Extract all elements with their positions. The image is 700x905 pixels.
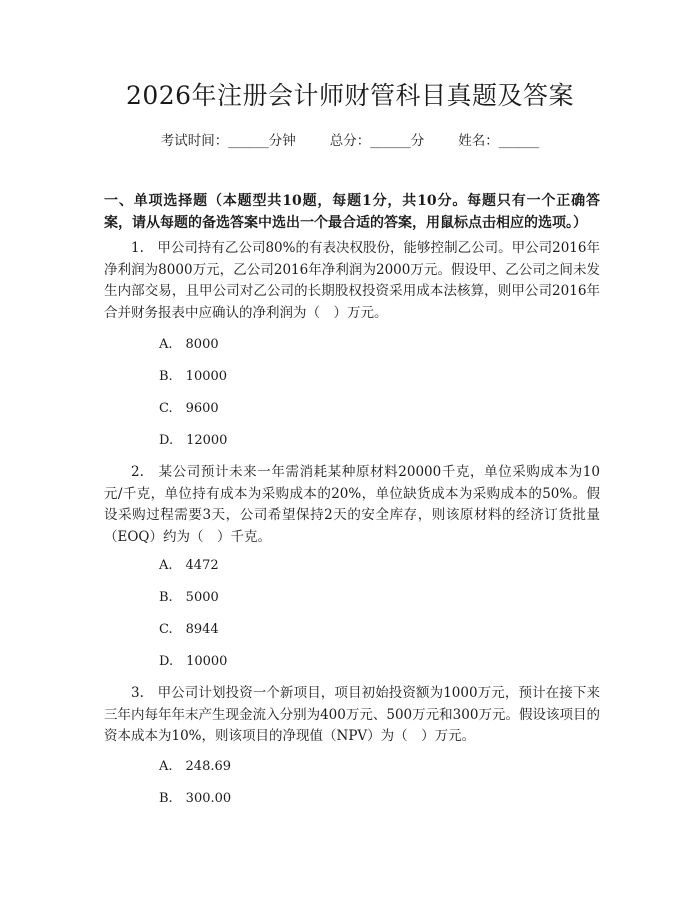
question-3-stem: 3. 甲公司计划投资一个新项目，项目初始投资额为1000万元，预计在接下来三年内每年年末产生现金流入分别为400万元、500万元和300万元。假设该项目的资本成本为10%，则该项目的净现值（NPV）为（ ）万元。 bbox=[104, 685, 600, 744]
student-name-field: 姓名：______ bbox=[458, 133, 540, 149]
page-title: 2026年注册会计师财管科目真题及答案 bbox=[125, 81, 575, 110]
question-1-option-b[interactable]: B. 10000 bbox=[159, 369, 228, 384]
section-heading: 一、单项选择题（本题型共10题，每题1分，共10分。每题只有一个正确答案，请从每题的备选答案中选出一个最合适的答案，用鼠标点击相应的选项。） bbox=[104, 193, 600, 231]
question-2-option-a[interactable]: A. 4472 bbox=[159, 558, 219, 573]
exam-info-line bbox=[0, 131, 700, 151]
question-2-option-c[interactable]: C. 8944 bbox=[159, 622, 219, 637]
question-2-option-b[interactable]: B. 5000 bbox=[159, 590, 219, 605]
question-1-option-a[interactable]: A. 8000 bbox=[159, 337, 219, 352]
exam-time-field: 考试时间：______分钟 bbox=[160, 133, 296, 149]
total-score-field: 总分：______分 bbox=[329, 133, 425, 149]
question-2-stem: 2. 某公司预计未来一年需消耗某种原材料20000千克，单位采购成本为10元/千克，单位持有成本为采购成本的20%，单位缺货成本为采购成本的50%。假设采购过程需要3天，公司希望保持2天的安全库存，则该原材料的经济订货批量（EOQ）约为（ ）千克。 bbox=[104, 464, 600, 545]
question-1-option-c[interactable]: C. 9600 bbox=[159, 401, 219, 416]
question-3-option-a[interactable]: A. 248.69 bbox=[159, 759, 232, 774]
question-2-option-d[interactable]: D. 10000 bbox=[159, 654, 228, 669]
question-1-stem: 1. 甲公司持有乙公司80%的有表决权股份，能够控制乙公司。甲公司2016年净利润为8000万元，乙公司2016年净利润为2000万元。假设甲、乙公司之间未发生内部交易，且甲公司对乙公司的长期股权投资采用成本法核算，则甲公司2016年合并财务报表中应确认的净利润为（ ）万元。 bbox=[104, 240, 600, 321]
question-3-option-b[interactable]: B. 300.00 bbox=[159, 791, 232, 806]
question-1-option-d[interactable]: D. 12000 bbox=[159, 433, 228, 448]
